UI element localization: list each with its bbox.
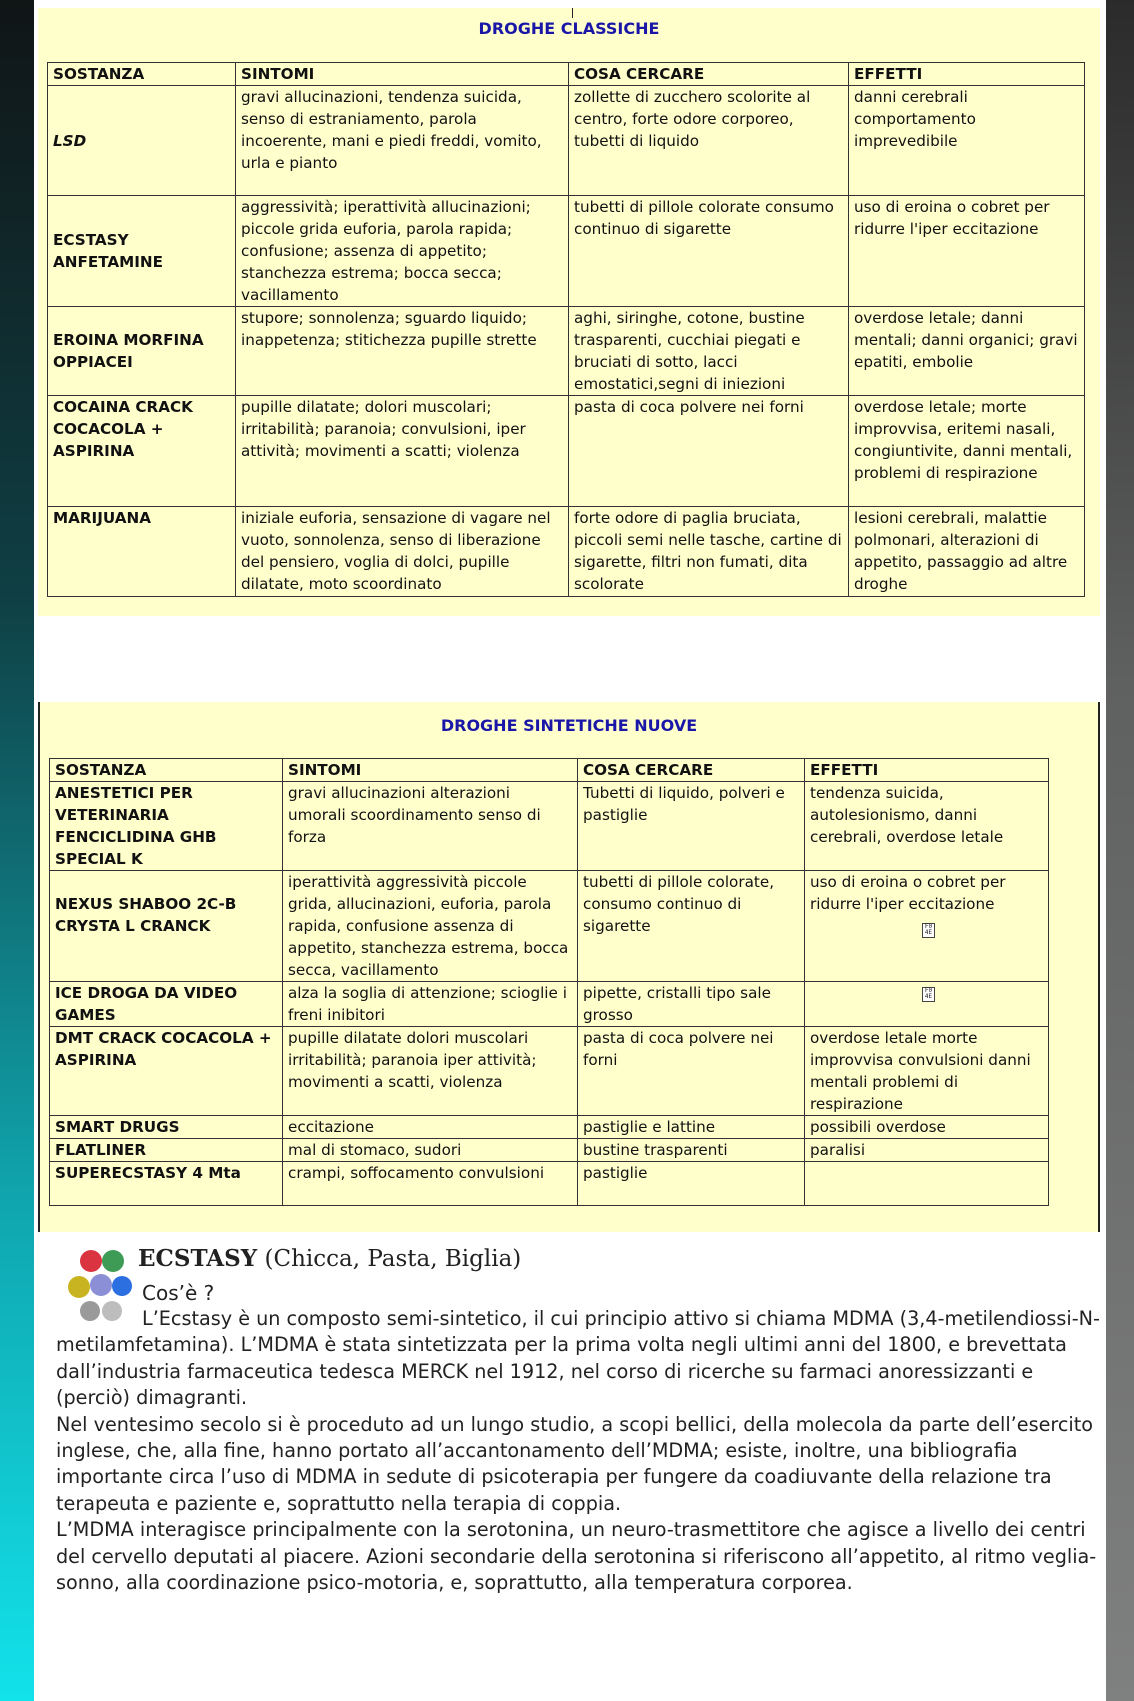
cell-effetti: overdose letale; danni mentali; danni organici; gravi epatiti, embolie (849, 307, 1085, 396)
cell-effetti-text: uso di eroina o cobret per ridurre l'iper eccitazione (810, 873, 1006, 913)
cell-sostanza: ECSTASY ANFETAMINE (48, 196, 236, 307)
cell-effetti: danni cerebrali comportamento imprevedibile (849, 86, 1085, 196)
pill-icon (112, 1276, 132, 1296)
article-body (56, 1306, 1106, 1596)
cell-cercare: forte odore di paglia bruciata, piccoli semi nelle tasche, cartine di sigarette, filtri non fumati, dita scolorate (569, 507, 849, 597)
cell-sintomi: mal di stomaco, sudori (283, 1139, 578, 1162)
cell-cercare: tubetti di pillole colorate consumo continuo di sigarette (569, 196, 849, 307)
classic-drugs-table (47, 62, 1085, 597)
cell-sostanza: DMT CRACK COCACOLA + ASPIRINA (50, 1027, 283, 1116)
cell-sintomi: gravi allucinazioni alterazioni umorali scoordinamento senso di forza (283, 782, 578, 871)
article-title: ECSTASY (138, 1245, 258, 1272)
col-header: SINTOMI (283, 759, 578, 782)
classic-drugs-title: DROGHE CLASSICHE (478, 19, 660, 38)
cell-sostanza: MARIJUANA (48, 507, 236, 597)
article-heading (138, 1245, 521, 1272)
table-row (50, 782, 1049, 871)
table-header-row (48, 63, 1085, 86)
cell-cercare: tubetti di pillole colorate, consumo continuo di sigarette (578, 871, 805, 982)
right-edge-bar (1106, 0, 1134, 1701)
cell-sostanza: SUPERECSTASY 4 Mta (50, 1162, 283, 1206)
cell-effetti: tendenza suicida, autolesionismo, danni cerebrali, overdose letale (805, 782, 1049, 871)
table-row (50, 1162, 1049, 1206)
cell-sintomi: alza la soglia di attenzione; scioglie i freni inibitori (283, 982, 578, 1027)
col-header: COSA CERCARE (578, 759, 805, 782)
cell-cercare: pasta di coca polvere nei forni (569, 396, 849, 507)
cell-sintomi: gravi allucinazioni, tendenza suicida, senso di estraniamento, parola incoerente, mani e piedi freddi, vomito, urla e pianto (236, 86, 569, 196)
cell-sintomi: stupore; sonnolenza; sguardo liquido; inappetenza; stitichezza pupille strette (236, 307, 569, 396)
cell-cercare: pipette, cristalli tipo sale grosso (578, 982, 805, 1027)
cell-effetti: lesioni cerebrali, malattie polmonari, alterazioni di appetito, passaggio ad altre droghe (849, 507, 1085, 597)
col-header: SOSTANZA (48, 63, 236, 86)
cell-sintomi: eccitazione (283, 1116, 578, 1139)
cell-effetti (805, 982, 1049, 1027)
table-row (50, 1116, 1049, 1139)
cell-sostanza: ICE DROGA DA VIDEO GAMES (50, 982, 283, 1027)
cell-sostanza: COCAINA CRACK COCACOLA + ASPIRINA (48, 396, 236, 507)
cell-sostanza: FLATLINER (50, 1139, 283, 1162)
cell-effetti: overdose letale morte improvvisa convulsioni danni mentali problemi di respirazione (805, 1027, 1049, 1116)
article-paragraph: L’MDMA interagisce principalmente con la serotonina, un neuro-trasmettitore che agisce a livello dei centri del cervello deputati al piacere. Azioni secondarie della serotonina si riferiscono all’appetito, al ritmo veglia-sonno, alla coordinazione psico-motoria, e, soprattutto, alla temperatura corporea. (56, 1518, 1097, 1595)
pill-icon (102, 1250, 124, 1272)
cell-sintomi: iperattività aggressività piccole grida, allucinazioni, euforia, parola rapida, confusione assenza di appetito, stanchezza estrema, bocca secca, vacillamento (283, 871, 578, 982)
cell-effetti: overdose letale; morte improvvisa, eritemi nasali, congiuntivite, danni mentali, problemi di respirazione (849, 396, 1085, 507)
cell-cercare: aghi, siringhe, cotone, bustine trasparenti, cucchiai piegati e bruciati di sotto, lacci emostatici,segni di iniezioni (569, 307, 849, 396)
table-row (50, 1139, 1049, 1162)
tiny-char-icon: F0 4E (922, 923, 935, 938)
cell-effetti: paralisi (805, 1139, 1049, 1162)
cell-effetti: uso di eroina o cobret per ridurre l'iper eccitazione (849, 196, 1085, 307)
cell-cercare: pasta di coca polvere nei forni (578, 1027, 805, 1116)
table-row (48, 507, 1085, 597)
cell-sostanza: LSD (48, 86, 236, 196)
cell-sintomi: iniziale euforia, sensazione di vagare nel vuoto, sonnolenza, senso di liberazione del pensiero, voglia di dolci, pupille dilatate, moto scoordinato (236, 507, 569, 597)
tiny-char-icon: F0 4E (922, 987, 935, 1002)
cell-cercare: pastiglie (578, 1162, 805, 1206)
cell-cercare: bustine trasparenti (578, 1139, 805, 1162)
article-paragraph: Nel ventesimo secolo si è proceduto ad un lungo studio, a scopi bellici, della molecola da parte dell’esercito inglese, che, alla fine, hanno portato all’accantonamento dell’MDMA; esiste, inoltre, una bibliografia importante circa l’uso di MDMA in sedute di psicoterapia per fungere da coadiuvante della relazione tra terapeuta e paziente e, soprattutto nella terapia di coppia. (56, 1412, 1093, 1515)
cell-sostanza: ANESTETICI PER VETERINARIA FENCICLIDINA GHB SPECIAL K (50, 782, 283, 871)
cell-sintomi: pupille dilatate dolori muscolari irritabilità; paranoia iper attività; movimenti a scatti, violenza (283, 1027, 578, 1116)
col-header: EFFETTI (849, 63, 1085, 86)
cell-sostanza: SMART DRUGS (50, 1116, 283, 1139)
top-tick (572, 8, 573, 18)
pill-icon (90, 1274, 112, 1296)
article-subtitle: (Chicca, Pasta, Biglia) (264, 1246, 522, 1272)
left-edge-gradient (0, 0, 34, 1701)
pill-icon (80, 1250, 102, 1272)
cell-cercare: zollette di zucchero scolorite al centro, forte odore corporeo, tubetti di liquido (569, 86, 849, 196)
synthetic-drugs-title: DROGHE SINTETICHE NUOVE (440, 716, 698, 735)
table-row (50, 1027, 1049, 1116)
cell-sostanza: EROINA MORFINA OPPIACEI (48, 307, 236, 396)
table-row (50, 871, 1049, 982)
cell-cercare: Tubetti di liquido, polveri e pastiglie (578, 782, 805, 871)
classic-drugs-panel (38, 8, 1100, 616)
table-row (48, 396, 1085, 507)
table-row (48, 196, 1085, 307)
cell-sintomi: crampi, soffocamento convulsioni (283, 1162, 578, 1206)
article-paragraph: L’Ecstasy è un composto semi-sintetico, il cui principio attivo si chiama MDMA (3,4-metilendiossi-N-metilamfetamina). L’MDMA è stata sintetizzata per la prima volta negli ultimi anni del 1800, e brevettata dall’industria farmaceutica tedesca MERCK nel 1912, nel corso di ricerche su farmaci anoressizzanti e (perciò) dimagranti. (56, 1307, 1100, 1410)
cell-sintomi: pupille dilatate; dolori muscolari; irritabilità; paranoia; convulsioni, iper attività; movimenti a scatti; violenza (236, 396, 569, 507)
table-header-row (50, 759, 1049, 782)
cell-sintomi: aggressività; iperattività allucinazioni; piccole grida euforia, parola rapida; confusione; assenza di appetito; stanchezza estrema; bocca secca; vacillamento (236, 196, 569, 307)
col-header: SOSTANZA (50, 759, 283, 782)
table-row (48, 86, 1085, 196)
cell-effetti (805, 1162, 1049, 1206)
synthetic-drugs-panel (38, 702, 1100, 1232)
col-header: COSA CERCARE (569, 63, 849, 86)
cell-effetti (805, 871, 1049, 982)
pill-icon (68, 1276, 90, 1298)
article-question: Cos’è ? (142, 1281, 215, 1305)
synthetic-drugs-table (49, 758, 1049, 1206)
col-header: SINTOMI (236, 63, 569, 86)
cell-sostanza: NEXUS SHABOO 2C-B CRYSTA L CRANCK (50, 871, 283, 982)
cell-effetti: possibili overdose (805, 1116, 1049, 1139)
col-header: EFFETTI (805, 759, 1049, 782)
cell-cercare: pastiglie e lattine (578, 1116, 805, 1139)
table-row (48, 307, 1085, 396)
table-row (50, 982, 1049, 1027)
